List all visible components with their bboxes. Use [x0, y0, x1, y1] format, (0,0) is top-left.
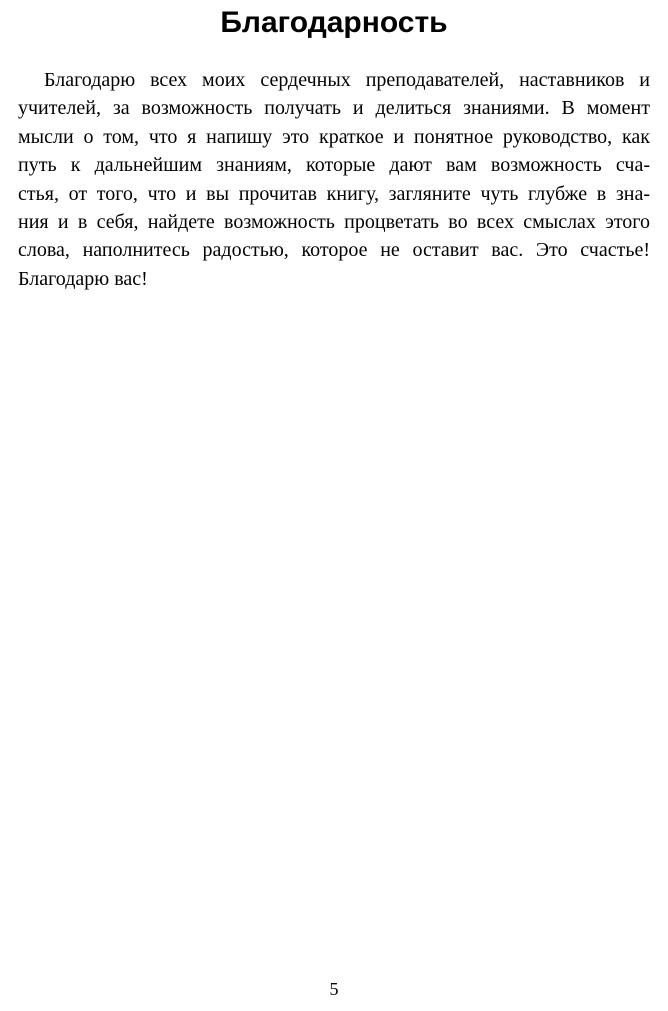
paragraph-line: ния и в себя, найдете возможность процветать во всех смыслах этого: [18, 211, 650, 234]
paragraph-line: слова, наполнитесь радостью, которое не оставит вас. Это счастье!: [18, 239, 650, 262]
paragraph-line: Благодарю вас!: [18, 267, 148, 290]
acknowledgement-paragraph: [18, 66, 650, 293]
paragraph-line: Благодарю всех моих сердечных преподавателей, наставников и: [44, 69, 650, 91]
page-number: 5: [329, 979, 339, 999]
paragraph-line: учителей, за возможность получать и делиться знаниями. В момент: [18, 97, 650, 120]
paragraph-line: стья, от того, что и вы прочитав книгу, загляните чуть глубже в зна-: [18, 182, 650, 205]
page-title: Благодарность: [220, 6, 448, 39]
paragraph-line: путь к дальнейшим знаниям, которые дают вам возможность сча-: [18, 154, 650, 177]
paragraph-line: мысли о том, что я напишу это краткое и понятное руководство, как: [18, 125, 650, 148]
